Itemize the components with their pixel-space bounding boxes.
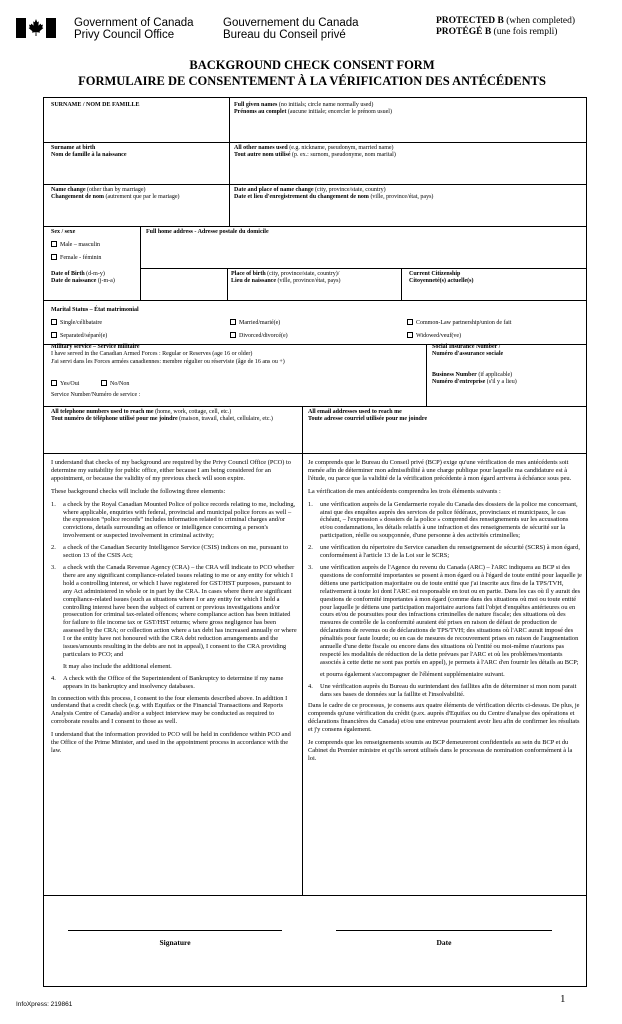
date-of-birth-label: Date of Birth (d-m-y) Date de naissance (j-m-a) (51, 271, 115, 285)
consent-text-fr: Je comprends que le Bureau du Conseil privé (BCP) exige qu'une vérification de mes antécédents soit menée afin de déterminer mon admissibilité à une charge publique pour laquelle ma candidature est à l'étude, ou parce que la validité de la vérification précédente à mon égard arrivera à échéance sous peu. La vérification de mes antécédents comprendra les trois éléments suivants : 1. une vérification auprès de la Gendarmerie royale du Canada des dossiers de la police me concernant, ainsi que des enquêtes auprès des services de police fédéraux, provinciaux et municipaux, le cas échéant, – l'expression « dossiers de la police » comprend des renseignements sur les accusations et/ou condamnations, les détails relatifs à une infraction et des renseignements de sécurité sur la participation, réelle ou soupçonnée, d'une personne à des activités criminelles; 2. une vérification du répertoire du Service canadien du renseignement de sécurité (SCRS) à mon égard, conformément à l'article 13 de la Loi sur le SCRS; 3. une vérification auprès de l'Agence du revenu du Canada (ARC) – l'ARC indiquera au BCP si des questions de conformité importantes se posent à mon égard ou à l'égard de toute entité pour laquelle je détiens une participation majoritaire ou de toute entité que j'ai inscrite aux fins de la TPS/TVH, relativement à toute loi dont l'ARC est responsable en tout ou en partie. Dans les cas où il y aurait des questions de conformité importantes à mon égard (comme dans des situations où moi ou toute entité pour laquelle je détiens une participation majoritaire aurions fait l'objet d'enquêtes antérieures ou en cours et/ou de poursuites pour des infractions criminelles de nature fiscale; des situations où des mesures de contrôle de la conformité auraient été prises en raison de défaut de production de déclarations de revenus ou de déclarations de TPS/TVH; des situations où l'ARC aurait imposé des pénalités pour faute lourde; ou en cas de mesures de recouvrement prises en raison de l'augmentation annuelle d'une dette fiscale ou encore dans des situations où l'entité ou moi-même n'aurions pas respecté les modalités de réduction de la dette prévues par l'ARC et où les problèmes/montants associés à cette dette ne sont pas portés en appel), je permets à l'ARC d'en fournir les détails au BCP; et pourra également s'accompagner de l'élément supplémentaire suivant. 4. Une vérification auprès du Bureau du surintendant des faillites afin de déterminer si mon nom parait dans ses bases de données sur la faillite et l'insolvabilité. Dans le cadre de ce processus, je consens aux quatre éléments de vérification décrits ci-dessus. De plus, je comprends qu'une vérification du crédit (p.ex. auprès d'Equifax ou du Centre d'analyse des opérations et déclarations financières du Canada) et/ou une entrevue pourraient avoir lieu afin de confirmer les résultats et j'y consens également. Je comprends que les renseignements soumis au BCP demeureront confidentiels au sein du BCP et du Cabinet du Premier ministre et qu'ils seront utilisés dans le processus de nomination conformément à la loi. (308, 459, 582, 762)
military-yes-checkbox[interactable]: Yes/Oui (51, 380, 79, 388)
surname-at-birth-label: Surname at birth Nom de famille à la naissance (51, 145, 127, 159)
page-number: 1 (560, 993, 566, 1005)
citizenship-label: Current Citizenship Citoyenneté(s) actuelle(s) (409, 271, 474, 285)
checkbox-icon[interactable] (230, 319, 236, 325)
form-title-en: BACKGROUND CHECK CONSENT FORM (189, 58, 435, 72)
military-no-checkbox[interactable]: No/Non (101, 380, 129, 388)
checkbox-icon[interactable] (101, 380, 107, 386)
email-addresses-label: All email addresses used to reach me Toute adresse courriel utilisée pour me joindre (308, 409, 428, 423)
separated-checkbox[interactable]: Separated/séparé(e) (51, 332, 107, 340)
checkbox-icon[interactable] (51, 332, 57, 338)
checkbox-icon[interactable] (407, 332, 413, 338)
divorced-checkbox[interactable]: Divorced/divorcé(e) (230, 332, 288, 340)
male-checkbox[interactable]: Male – masculin (51, 241, 100, 249)
consent-item-en: 1. a check by the Royal Canadian Mounted Police of police records relating to me, including, where applicable, enquiries with federal, provincial and municipal police forces as well – the expression “police records” includes information related to criminal charges and/or convictions, details surrounding an offence or intelligence concerning a person's involvement or suspected involvement in criminal activity; (51, 500, 296, 540)
service-number-label: Service Number/Numéro de service : (51, 392, 141, 398)
home-address-label: Full home address - Adresse postale du domicile (146, 229, 269, 235)
government-name-fr: Gouvernement du Canada Bureau du Conseil privé (223, 17, 359, 41)
checkbox-icon[interactable] (51, 254, 57, 260)
consent-item-en: 2. a check of the Canadian Security Intelligence Service (CSIS) indices on me, pursuant to section 13 of the CSIS Act; (51, 544, 289, 560)
place-of-birth-label: Place of birth (city, province/state, country)/ Lieu de naissance (ville, province/état, pays) (231, 271, 341, 285)
infoxpress-id: InfoXpress: 219861 (16, 1001, 73, 1008)
military-service-section: Military service – Service militaire I have served in the Canadian Armed Forces : Regular or Reserves (age 16 or older) J'ai servi dans les Forces armées canadiennes: membre régulier ou réserviste (âge de 16 ans ou +) (51, 344, 285, 365)
name-change-label: Name change (other than by marriage) Changement de nom (autrement que par le mariage) (51, 187, 180, 201)
marital-status-label: Marital Status – État matrimonial (51, 307, 139, 313)
sex-label: Sex / sexe (51, 229, 76, 235)
checkbox-icon[interactable] (230, 332, 236, 338)
date-line[interactable] (336, 930, 552, 931)
consent-item-en: It may also include the additional element. (63, 662, 172, 670)
surname-label: SURNAME / NOM DE FAMILLE (51, 102, 140, 108)
consent-item-fr: 1. une vérification auprès de la Gendarmerie royale du Canada des dossiers de la police me concernant, ainsi que des enquêtes auprès des services de police fédéraux, provinciaux et municipaux, le cas échéant, – l'expression « dossiers de la police » comprend des renseignements sur les accusations et/ou condamnations, les détails relatifs à une infraction et des renseignements de sécurité sur la participation, réelle ou soupçonnée, d'une personne à des activités criminelles; (308, 500, 578, 540)
signature-label: Signature (159, 938, 191, 947)
canada-flag-icon (16, 18, 56, 38)
consent-item-fr: 3. une vérification auprès de l'Agence du revenu du Canada (ARC) – l'ARC indiquera au BCP si des questions de conformité importantes se posent à mon égard ou à l'égard de toute entité pour laquelle je détiens une participation majoritaire ou de toute entité que j'ai inscrite aux fins de la TPS/TVH, relativement à toute loi dont l'ARC est responsable en tout ou en partie. Dans les cas où il y aurait des questions de conformité importantes à mon égard (comme dans des situations où moi ou toute entité pour laquelle je détiens une participation majoritaire aurions fait l'objet d'enquêtes antérieures ou en cours et/ou de poursuites pour des infractions criminelles de nature fiscale; des situations où des mesures de contrôle de la conformité auraient été prises en raison de défaut de production de déclarations de revenus ou de déclarations de TPS/TVH; des situations où l'ARC aurait imposé des pénalités pour faute lourde; ou en cas de mesures de recouvrement prises en raison de l'augmentation annuelle d'une dette fiscale ou encore dans des situations où l'entité ou moi-même n'aurions pas respecté les modalités de réduction de la dette prévues par l'ARC et où les problèmes/montants associés à cette dette ne sont pas portés en appel), je permets à l'ARC d'en fournir les détails au BCP; (308, 563, 582, 666)
signature-line[interactable] (68, 930, 282, 931)
form-title-fr: FORMULAIRE DE CONSENTEMENT À LA VÉRIFICATION DES ANTÉCÉDENTS (78, 74, 546, 88)
consent-text-en: I understand that checks of my background are required by the Privy Council Office (PCO) to determine my suitability for public office, either because I am being considered for an appointment, or because the validity of my previous check will soon expire. These background checks will include the following three elements: 1. a check by the Royal Canadian Mounted Police of police records relating to me, including, where applicable, enquiries with federal, provincial and municipal police forces as well – the expression “police records” includes information related to criminal charges and/or convictions, details surrounding an offence or intelligence concerning a person's involvement or suspected involvement in criminal activity; 2. a check of the Canadian Security Intelligence Service (CSIS) indices on me, pursuant to section 13 of the CSIS Act; 3. a check with the Canada Revenue Agency (CRA) – the CRA will indicate to PCO whether there are any significant compliance-related issues relating to me or any entity for which I hold a controlling interest, or which I have registered for GST/HST purposes, pursuant to any Act administered in whole or in part by the CRA. In cases where there are significant compliance-related issues (such as situations where I or any entity for which I hold a controlling interest have been the subject of current or previous investigations and/or prosecution for criminal tax-related offences; where compliance action has been initiated for failure to file income tax or GST/HST returns; where gross negligence has been assessed by the CRA; or collection action where a tax debt has increased annually or where I or the entity have not honoured with the CRA debt reduction arrangements and the issues/amounts resulting in the debts are not in appeal), I consent to the CRA providing particulars to PCO; and It may also include the additional element. 4. A check with the Office of the Superintendent of Bankruptcy to determine if my name appears in its bankruptcy and insolvency databases. In connection with this process, I consent to the four elements described above. In addition I understand that a credit check (e.g. with Equifax or the Financial Transactions and Reports Analysis Centre of Canada) and/or a subject interview may be conducted as required to corroborate results and I consent to those as well. I understand that the information provided to PCO will be held in confidence within PCO and the Office of the Prime Minister, and used in the appointment process in accordance with the law. (51, 459, 297, 754)
date-label: Date (436, 938, 452, 947)
other-names-label: All other names used (e.g. nickname, pseudonym, married name) Tout autre nom utilisé (p. ex.: surnom, pseudonyme, nom marital) (234, 145, 396, 159)
checkbox-icon[interactable] (51, 319, 57, 325)
married-checkbox[interactable]: Married/marié(e) (230, 319, 280, 327)
consent-item-fr: 4. Une vérification auprès du Bureau du surintendant des faillites afin de déterminer si mon nom parait dans ses bases de données sur la faillite et l'insolvabilité. (308, 682, 577, 698)
consent-item-en: 4. A check with the Office of the Superintendent of Bankruptcy to determine if my name appears in its bankruptcy and insolvency databases. (51, 674, 284, 690)
government-name-en: Government of Canada Privy Council Office (74, 17, 194, 41)
telephone-numbers-label: All telephone numbers used to reach me (home, work, cottage, cell, etc.) Tout numéro de téléphone utilisé pour me joindre (maison, travail, chalet, cellulaire, etc.) (51, 409, 273, 423)
checkbox-icon[interactable] (407, 319, 413, 325)
consent-item-fr: et pourra également s'accompagner de l'élément supplémentaire suivant. (320, 670, 505, 678)
name-change-date-label: Date and place of name change (city, province/state, country) Date et lieu d'enregistrement du changement de nom (ville, province/état, pays) (234, 187, 434, 201)
widowed-checkbox[interactable]: Widowed/veuf(ve) (407, 332, 461, 340)
security-classification: PROTECTED B (when completed) PROTÉGÉ B (une fois rempli) (436, 16, 576, 37)
business-number-label: Business Number (if applicable) Numéro d'entreprise (s'il y a lieu) (432, 372, 517, 386)
consent-form (43, 97, 587, 987)
given-names-label: Full given names (no initials; circle name normally used) Prénoms au complet (aucune initiale; encercler le prénom usuel) (234, 102, 392, 116)
checkbox-icon[interactable] (51, 241, 57, 247)
female-checkbox[interactable]: Female - féminin (51, 254, 101, 262)
sin-label: Social Insurance Number / Numéro d'assurance sociale (432, 344, 504, 358)
consent-item-fr: 2. une vérification du répertoire du Service canadien du renseignement de sécurité (SCRS) à mon égard, conformément à l'article 13 de la Loi sur le SCRS; (308, 544, 580, 560)
common-law-checkbox[interactable]: Common-Law partnership/union de fait (407, 319, 511, 327)
page-header (16, 14, 608, 46)
checkbox-icon[interactable] (51, 380, 57, 386)
consent-item-en: 3. a check with the Canada Revenue Agency (CRA) – the CRA will indicate to PCO whether there are any significant compliance-related issues relating to me or any entity for which I hold a controlling interest, or which I have registered for GST/HST purposes, pursuant to any Act administered in whole or in part by the CRA. In cases where there are significant compliance-related issues (such as situations where I or any entity for which I hold a controlling interest have been the subject of current or previous investigations and/or prosecution for criminal tax-related offences; where compliance action has been initiated for failure to file income tax or GST/HST returns; where gross negligence has been assessed by the CRA; or collection action where a tax debt has increased annually or where I or the entity have not honoured with the CRA debt reduction arrangements and the issues/amounts resulting in the debts are not in appeal), I consent to the CRA providing particulars to PCO; and (51, 563, 297, 658)
single-checkbox[interactable]: Single/célibataire (51, 319, 102, 327)
